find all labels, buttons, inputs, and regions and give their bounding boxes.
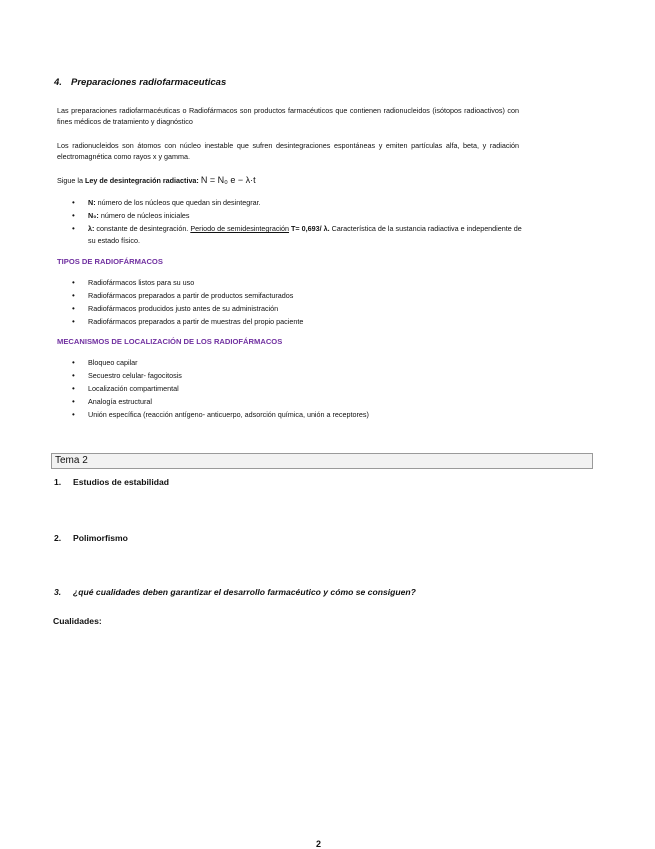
term-bold-formula: T= 0,693/ λ.	[289, 224, 330, 233]
question-text: Estudios de estabilidad	[73, 477, 169, 487]
question-number: 1.	[54, 477, 62, 487]
question-2	[54, 533, 128, 543]
tipos-list	[72, 276, 522, 328]
question-3	[54, 587, 416, 597]
question-number: 3.	[54, 587, 62, 597]
tipos-heading: TIPOS DE RADIOFÁRMACOS	[57, 257, 163, 266]
question-text: ¿qué cualidades deben garantizar el desarrollo farmacéutico y cómo se consiguen?	[73, 587, 416, 597]
section-4-heading	[54, 77, 226, 88]
section-4-number: 4.	[54, 77, 62, 88]
paragraph-radiofarmacos-definition: Las preparaciones radiofarmacéuticas o Radiofármacos son productos farmacéuticos que contienen radionucleidos (isótopos radioactivos) con fines médicos de tratamiento y diagnóstico	[57, 106, 519, 126]
decay-law-name: Ley de desintegración radiactiva:	[84, 176, 199, 185]
list-item: • Radiofármacos preparados a partir de muestras del propio paciente	[72, 315, 522, 328]
decay-law-formula: N = N₀ e − λ·t	[200, 175, 256, 185]
decay-law-line	[57, 175, 256, 185]
question-number: 2.	[54, 533, 62, 543]
tema-2-header: Tema 2	[51, 453, 593, 469]
list-item	[72, 209, 522, 222]
term-underlined: Periodo de semidesintegración	[190, 224, 290, 233]
mecanismos-list	[72, 356, 522, 421]
term-label: N:	[88, 198, 96, 207]
mecanismos-heading: MECANISMOS DE LOCALIZACIÓN DE LOS RADIOFÁRMACOS	[57, 337, 283, 346]
decay-law-terms-list	[72, 196, 522, 247]
cualidades-label: Cualidades:	[53, 616, 102, 626]
question-1	[54, 477, 169, 487]
section-4-title: Preparaciones radiofarmaceuticas	[71, 77, 227, 88]
list-item: • Secuestro celular- fagocitosis	[72, 369, 522, 382]
term-text-rest: Característica de la sustancia radiactiva e independiente de su estado físico.	[88, 224, 522, 245]
page-number: 2	[316, 839, 322, 849]
list-item: • Localización compartimental	[72, 382, 522, 395]
list-item: • Bloqueo capilar	[72, 356, 522, 369]
term-text: constante de desintegración.	[94, 224, 191, 233]
term-text: número de núcleos iniciales	[98, 211, 190, 220]
question-text: Polimorfismo	[73, 533, 128, 543]
decay-law-prefix: Sigue la	[57, 176, 85, 185]
list-item: • Unión específica (reacción antígeno- anticuerpo, adsorción química, unión a receptores)	[72, 408, 522, 421]
list-item: • Radiofármacos producidos justo antes de su administración	[72, 302, 522, 315]
term-label: N₀:	[88, 211, 99, 220]
term-label: λ:	[88, 224, 95, 233]
list-item	[72, 223, 522, 247]
list-item	[72, 196, 522, 209]
term-text: número de los núcleos que quedan sin desintegrar.	[95, 198, 261, 207]
list-item: • Radiofármacos listos para su uso	[72, 276, 522, 289]
paragraph-radionucleidos: Los radionucleidos son átomos con núcleo inestable que sufren desintegraciones espontáneas y emiten partículas alfa, beta, y radiación electromagnética como rayos x y gamma.	[57, 141, 519, 161]
list-item: • Analogía estructural	[72, 395, 522, 408]
list-item: • Radiofármacos preparados a partir de productos semifacturados	[72, 289, 522, 302]
